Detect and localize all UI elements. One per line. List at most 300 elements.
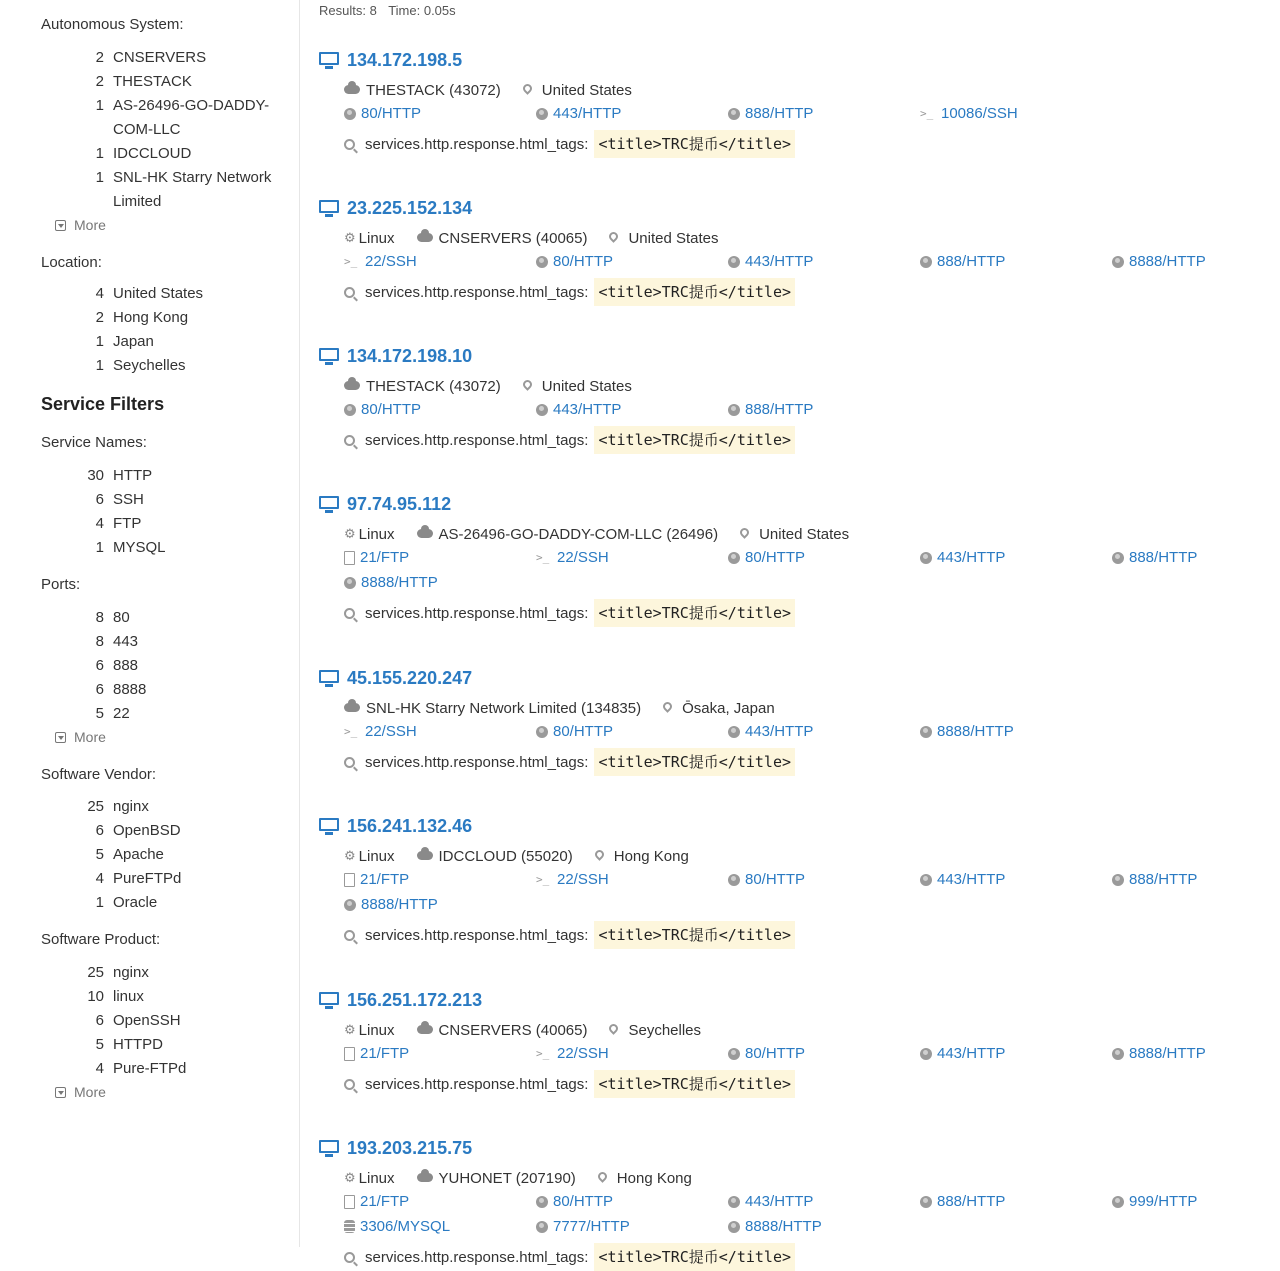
service-label: 443/HTTP [553,401,622,418]
query-time: Time: 0.05s [388,3,456,18]
filter-label: United States [113,285,204,302]
match-row [344,748,795,776]
monitor-screen [319,348,339,361]
terminal-icon: >_ [344,254,358,268]
service-label: 443/HTTP [745,723,814,740]
globe-icon [728,1221,740,1233]
match-row [344,599,795,627]
match-field: services.http.response.html_tags: [365,431,589,449]
filter-label: PureFTPd [113,870,182,887]
service-label: 7777/HTTP [553,1218,630,1235]
service-link[interactable] [728,1193,813,1210]
host-row [319,344,1269,368]
location-pin-icon [661,700,674,713]
service-link[interactable] [536,723,613,740]
filter-count: 4 [95,870,104,887]
os-label: Linux [358,525,395,543]
service-link[interactable] [344,105,421,122]
result-card [319,814,1269,944]
filter-count: 1 [95,97,104,114]
filter-label: Oracle [113,894,158,911]
service-link[interactable] [1112,549,1197,566]
cloud-icon [417,1025,433,1034]
service-label: 443/HTTP [745,253,814,270]
service-link[interactable] [536,401,621,418]
asn-label[interactable]: IDCCLOUD (55020) [438,847,573,865]
database-icon [344,1220,355,1233]
terminal-icon: >_ [344,724,358,738]
expand-icon [55,732,66,743]
globe-icon [1112,256,1124,268]
monitor-screen [319,818,339,831]
service-label: 888/HTTP [937,253,1006,270]
more-autonomous-system-button[interactable] [55,217,106,233]
service-link[interactable] [536,1218,630,1235]
match-value: <title>TRC提币</title> [594,1243,795,1271]
monitor-icon [319,992,339,1009]
monitor-stand [325,1006,333,1009]
service-link[interactable] [1112,1045,1206,1062]
globe-icon [1112,1048,1124,1060]
monitor-icon [319,348,339,365]
monitor-icon [319,1140,339,1157]
filter-count: 6 [95,822,104,839]
filter-count: 2 [95,309,104,326]
host-ip-link[interactable]: 134.172.198.5 [347,49,463,70]
match-field: services.http.response.html_tags: [365,1248,589,1266]
service-label: 443/HTTP [937,549,1006,566]
match-field: services.http.response.html_tags: [365,135,589,153]
filter-count: 4 [95,1060,104,1077]
host-info-row [344,846,689,866]
service-label: 8888/HTTP [937,723,1014,740]
filter-label: 443 [113,633,139,650]
service-link[interactable] [728,723,813,740]
host-row [319,814,1269,838]
filter-count: 6 [95,681,104,698]
service-link[interactable] [920,549,1005,566]
filter-label: Seychelles [113,357,186,374]
service-label: 10086/SSH [941,105,1018,122]
globe-icon [1112,1196,1124,1208]
filter-label: 80 [113,609,130,626]
globe-icon [344,404,356,416]
service-link[interactable] [344,574,438,591]
filter-count: 1 [95,169,104,186]
service-label: 8888/HTTP [1129,1045,1206,1062]
filter-count: 6 [95,1012,104,1029]
filter-label: linux [113,988,144,1005]
service-link[interactable] [728,1218,822,1235]
service-label: 80/HTTP [745,871,806,888]
match-row [344,426,795,454]
file-icon [344,1047,355,1061]
filter-label: Hong Kong [113,309,189,326]
filter-count: 2 [95,73,104,90]
cloud-icon [344,85,360,94]
service-link[interactable] [344,871,409,888]
result-card [319,48,1269,153]
asn-label[interactable]: CNSERVERS (40065) [438,1021,588,1039]
service-link[interactable] [344,401,421,418]
host-ip-link[interactable]: 193.203.215.75 [347,1137,473,1158]
service-link[interactable] [344,549,409,566]
os-label: Linux [358,1021,395,1039]
globe-icon [728,256,740,268]
cloud-icon [417,233,433,242]
service-label: 22/SSH [365,253,417,270]
file-icon [344,873,355,887]
match-row [344,1243,795,1271]
monitor-icon [319,670,339,687]
filter-label: IDCCLOUD [113,145,192,162]
filter-label: AS-26496-GO-DADDY- [113,97,270,114]
monitor-stand [325,214,333,217]
filter-count: 30 [87,467,104,484]
service-label: 80/HTTP [553,1193,614,1210]
service-label: 443/HTTP [745,1193,814,1210]
filter-label: FTP [113,515,142,532]
location-pin-icon [596,1170,609,1183]
filter-label: Pure-FTPd [113,1060,187,1077]
service-label: 21/FTP [360,1193,410,1210]
filter-label: nginx [113,964,149,981]
sidebar [0,0,300,1247]
service-label: 8888/HTTP [361,896,438,913]
gear-icon: ⚙ [344,848,356,863]
filter-group-title: Service Names: [41,434,147,451]
result-card [319,492,1269,622]
service-link[interactable] [344,1218,450,1235]
match-field: services.http.response.html_tags: [365,1075,589,1093]
filter-count: 1 [95,145,104,162]
cloud-icon [344,381,360,390]
filter-count: 6 [95,491,104,508]
gear-icon: ⚙ [344,230,356,245]
filter-label: THESTACK [113,73,192,90]
globe-icon [536,256,548,268]
host-row [319,196,1269,220]
service-link[interactable] [920,871,1005,888]
globe-icon [920,1048,932,1060]
search-icon [344,435,355,446]
monitor-screen [319,200,339,213]
match-value: <title>TRC提币</title> [594,921,795,949]
service-link[interactable] [728,253,813,270]
globe-icon [1112,552,1124,564]
globe-icon [536,404,548,416]
service-link[interactable] [536,253,613,270]
globe-icon [920,256,932,268]
filter-count: 10 [87,988,104,1005]
cloud-icon [417,1173,433,1182]
globe-icon [920,874,932,886]
result-card [319,1136,1269,1266]
host-info-row [344,698,775,718]
filter-count: 1 [95,333,104,350]
filter-label-continued: Limited [113,193,162,210]
service-link[interactable] [920,105,1018,122]
filter-label: 22 [113,705,130,722]
monitor-screen [319,52,339,65]
location-pin-icon [521,82,534,95]
service-label: 8888/HTTP [745,1218,822,1235]
match-field: services.http.response.html_tags: [365,926,589,944]
service-link[interactable] [536,105,621,122]
service-label: 888/HTTP [745,401,814,418]
globe-icon [728,1048,740,1060]
monitor-icon [319,496,339,513]
search-icon [344,139,355,150]
more-label: More [74,217,106,233]
monitor-screen [319,670,339,683]
filter-group-title: Software Vendor: [41,766,157,783]
service-label: 80/HTTP [361,401,422,418]
filter-group-autonomous-system [41,15,184,35]
service-link[interactable] [728,1045,805,1062]
os-label: Linux [358,1169,395,1187]
monitor-screen [319,496,339,509]
filter-count: 8 [95,609,104,626]
service-label: 888/HTTP [1129,549,1198,566]
location-label[interactable]: Seychelles [628,1021,702,1039]
service-label: 888/HTTP [745,105,814,122]
globe-icon [344,899,356,911]
monitor-stand [325,362,333,365]
host-info-row [344,1168,692,1188]
service-link[interactable] [344,253,417,270]
monitor-stand [325,510,333,513]
monitor-stand [325,684,333,687]
service-link[interactable] [1112,1193,1197,1210]
service-link[interactable] [344,723,417,740]
filter-group-software-vendor [41,765,156,785]
filter-group-service-names [41,433,147,453]
filter-label: OpenSSH [113,1012,181,1029]
host-info-row [344,1020,701,1040]
service-filters-heading: Service Filters [41,394,165,414]
asn-label[interactable]: YUHONET (207190) [438,1169,576,1187]
service-link[interactable] [920,1193,1005,1210]
search-icon [344,287,355,298]
asn-label[interactable]: THESTACK (43072) [366,377,501,395]
gear-icon: ⚙ [344,1170,356,1185]
cloud-icon [344,703,360,712]
service-label: 80/HTTP [553,723,614,740]
host-ip-link[interactable]: 45.155.220.247 [347,667,473,688]
expand-icon [55,1087,66,1098]
os-label: Linux [358,229,395,247]
match-value: <title>TRC提币</title> [594,1070,795,1098]
location-label[interactable]: United States [759,525,850,543]
service-label: 443/HTTP [937,1045,1006,1062]
os-label: Linux [358,847,395,865]
more-label: More [74,729,106,745]
globe-icon [920,726,932,738]
filter-group-location [41,253,102,273]
search-icon [344,930,355,941]
service-link[interactable] [728,871,805,888]
service-link[interactable] [920,723,1014,740]
more-label: More [74,1084,106,1100]
globe-icon [1112,874,1124,886]
match-row [344,278,795,306]
result-card [319,988,1269,1093]
service-label: 888/HTTP [1129,871,1198,888]
globe-icon [536,726,548,738]
filter-count: 6 [95,657,104,674]
filter-count: 4 [95,515,104,532]
service-label: 22/SSH [557,1045,609,1062]
asn-label[interactable]: SNL-HK Starry Network Limited (134835) [366,699,642,717]
service-label: 22/SSH [365,723,417,740]
location-label[interactable]: United States [541,81,632,99]
results-meta [319,3,464,18]
service-link[interactable] [536,549,609,566]
asn-label[interactable]: CNSERVERS (40065) [438,229,588,247]
filter-group-software-product [41,930,160,950]
service-label: 21/FTP [360,871,410,888]
filter-label: SSH [113,491,144,508]
service-label: 8888/HTTP [1129,253,1206,270]
filter-label: SNL-HK Starry Network [113,169,272,186]
match-value: <title>TRC提币</title> [594,748,795,776]
gear-icon: ⚙ [344,526,356,541]
monitor-screen [319,992,339,1005]
asn-label[interactable]: AS-26496-GO-DADDY-COM-LLC (26496) [438,525,719,543]
monitor-stand [325,832,333,835]
terminal-icon: >_ [536,550,550,564]
results-count: Results: 8 [319,3,377,18]
filter-label: OpenBSD [113,822,181,839]
terminal-icon: >_ [536,872,550,886]
globe-icon [728,1196,740,1208]
service-label: 888/HTTP [937,1193,1006,1210]
filter-label: 8888 [113,681,147,698]
search-icon [344,1079,355,1090]
service-label: 22/SSH [557,549,609,566]
asn-label[interactable]: THESTACK (43072) [366,81,501,99]
filter-count: 2 [95,49,104,66]
host-row [319,1136,1269,1160]
result-card [319,344,1269,449]
service-link[interactable] [344,1045,409,1062]
service-label: 443/HTTP [553,105,622,122]
globe-icon [728,552,740,564]
filter-label: Japan [113,333,154,350]
globe-icon [728,404,740,416]
filter-label: CNSERVERS [113,49,207,66]
filter-count: 5 [95,1036,104,1053]
host-ip-link[interactable]: 134.172.198.10 [347,345,473,366]
service-link[interactable] [920,1045,1005,1062]
service-link[interactable] [344,1193,409,1210]
filter-group-title: Location: [41,254,102,271]
service-link[interactable] [536,1045,609,1062]
location-label[interactable]: Hong Kong [616,1169,692,1187]
service-label: 443/HTTP [937,871,1006,888]
host-row [319,988,1269,1012]
host-ip-link[interactable]: 23.225.152.134 [347,197,473,218]
service-link[interactable] [1112,871,1197,888]
monitor-icon [319,818,339,835]
monitor-icon [319,52,339,69]
host-ip-link[interactable]: 97.74.95.112 [347,493,452,514]
match-field: services.http.response.html_tags: [365,753,589,771]
service-label: 80/HTTP [553,253,614,270]
service-label: 21/FTP [360,1045,410,1062]
filter-count: 5 [95,705,104,722]
location-pin-icon [521,378,534,391]
globe-icon [536,1196,548,1208]
filter-label: MYSQL [113,539,166,556]
more-ports-button[interactable] [55,729,106,745]
host-info-row [344,228,719,248]
match-value: <title>TRC提币</title> [594,278,795,306]
match-value: <title>TRC提币</title> [594,130,795,158]
match-field: services.http.response.html_tags: [365,604,589,622]
service-link[interactable] [728,549,805,566]
monitor-stand [325,66,333,69]
location-label[interactable]: Hong Kong [613,847,689,865]
globe-icon [536,1221,548,1233]
service-link[interactable] [728,401,813,418]
service-label: 3306/MYSQL [360,1218,451,1235]
filter-count: 8 [95,633,104,650]
host-row [319,666,1269,690]
filter-group-title: Ports: [41,576,81,593]
match-row [344,921,795,949]
filter-count: 1 [95,357,104,374]
globe-icon [728,108,740,120]
filter-group-title: Autonomous System: [41,16,184,33]
service-link[interactable] [536,871,609,888]
globe-icon [536,108,548,120]
service-link[interactable] [728,105,813,122]
host-info-row [344,80,632,100]
filter-label: Apache [113,846,164,863]
filter-count: 25 [87,798,104,815]
location-label[interactable]: United States [541,377,632,395]
match-row [344,1070,795,1098]
service-link[interactable] [344,896,438,913]
more-software-product-button[interactable] [55,1084,106,1100]
host-row [319,48,1269,72]
host-info-row [344,376,632,396]
filter-count: 5 [95,846,104,863]
location-pin-icon [608,230,621,243]
location-label[interactable]: Ōsaka, Japan [682,699,775,717]
globe-icon [920,1196,932,1208]
location-pin-icon [738,526,751,539]
match-field: services.http.response.html_tags: [365,283,589,301]
service-label: 80/HTTP [361,105,422,122]
service-link[interactable] [1112,253,1206,270]
filter-label: HTTP [113,467,153,484]
terminal-icon: >_ [920,106,934,120]
cloud-icon [417,529,433,538]
service-link[interactable] [536,1193,613,1210]
file-icon [344,551,355,565]
host-ip-link[interactable]: 156.251.172.213 [347,989,483,1010]
host-ip-link[interactable]: 156.241.132.46 [347,815,473,836]
location-label[interactable]: United States [628,229,719,247]
cloud-icon [417,851,433,860]
filter-count: 25 [87,964,104,981]
filter-count: 1 [95,894,104,911]
filter-group-ports [41,575,80,595]
service-link[interactable] [920,253,1005,270]
